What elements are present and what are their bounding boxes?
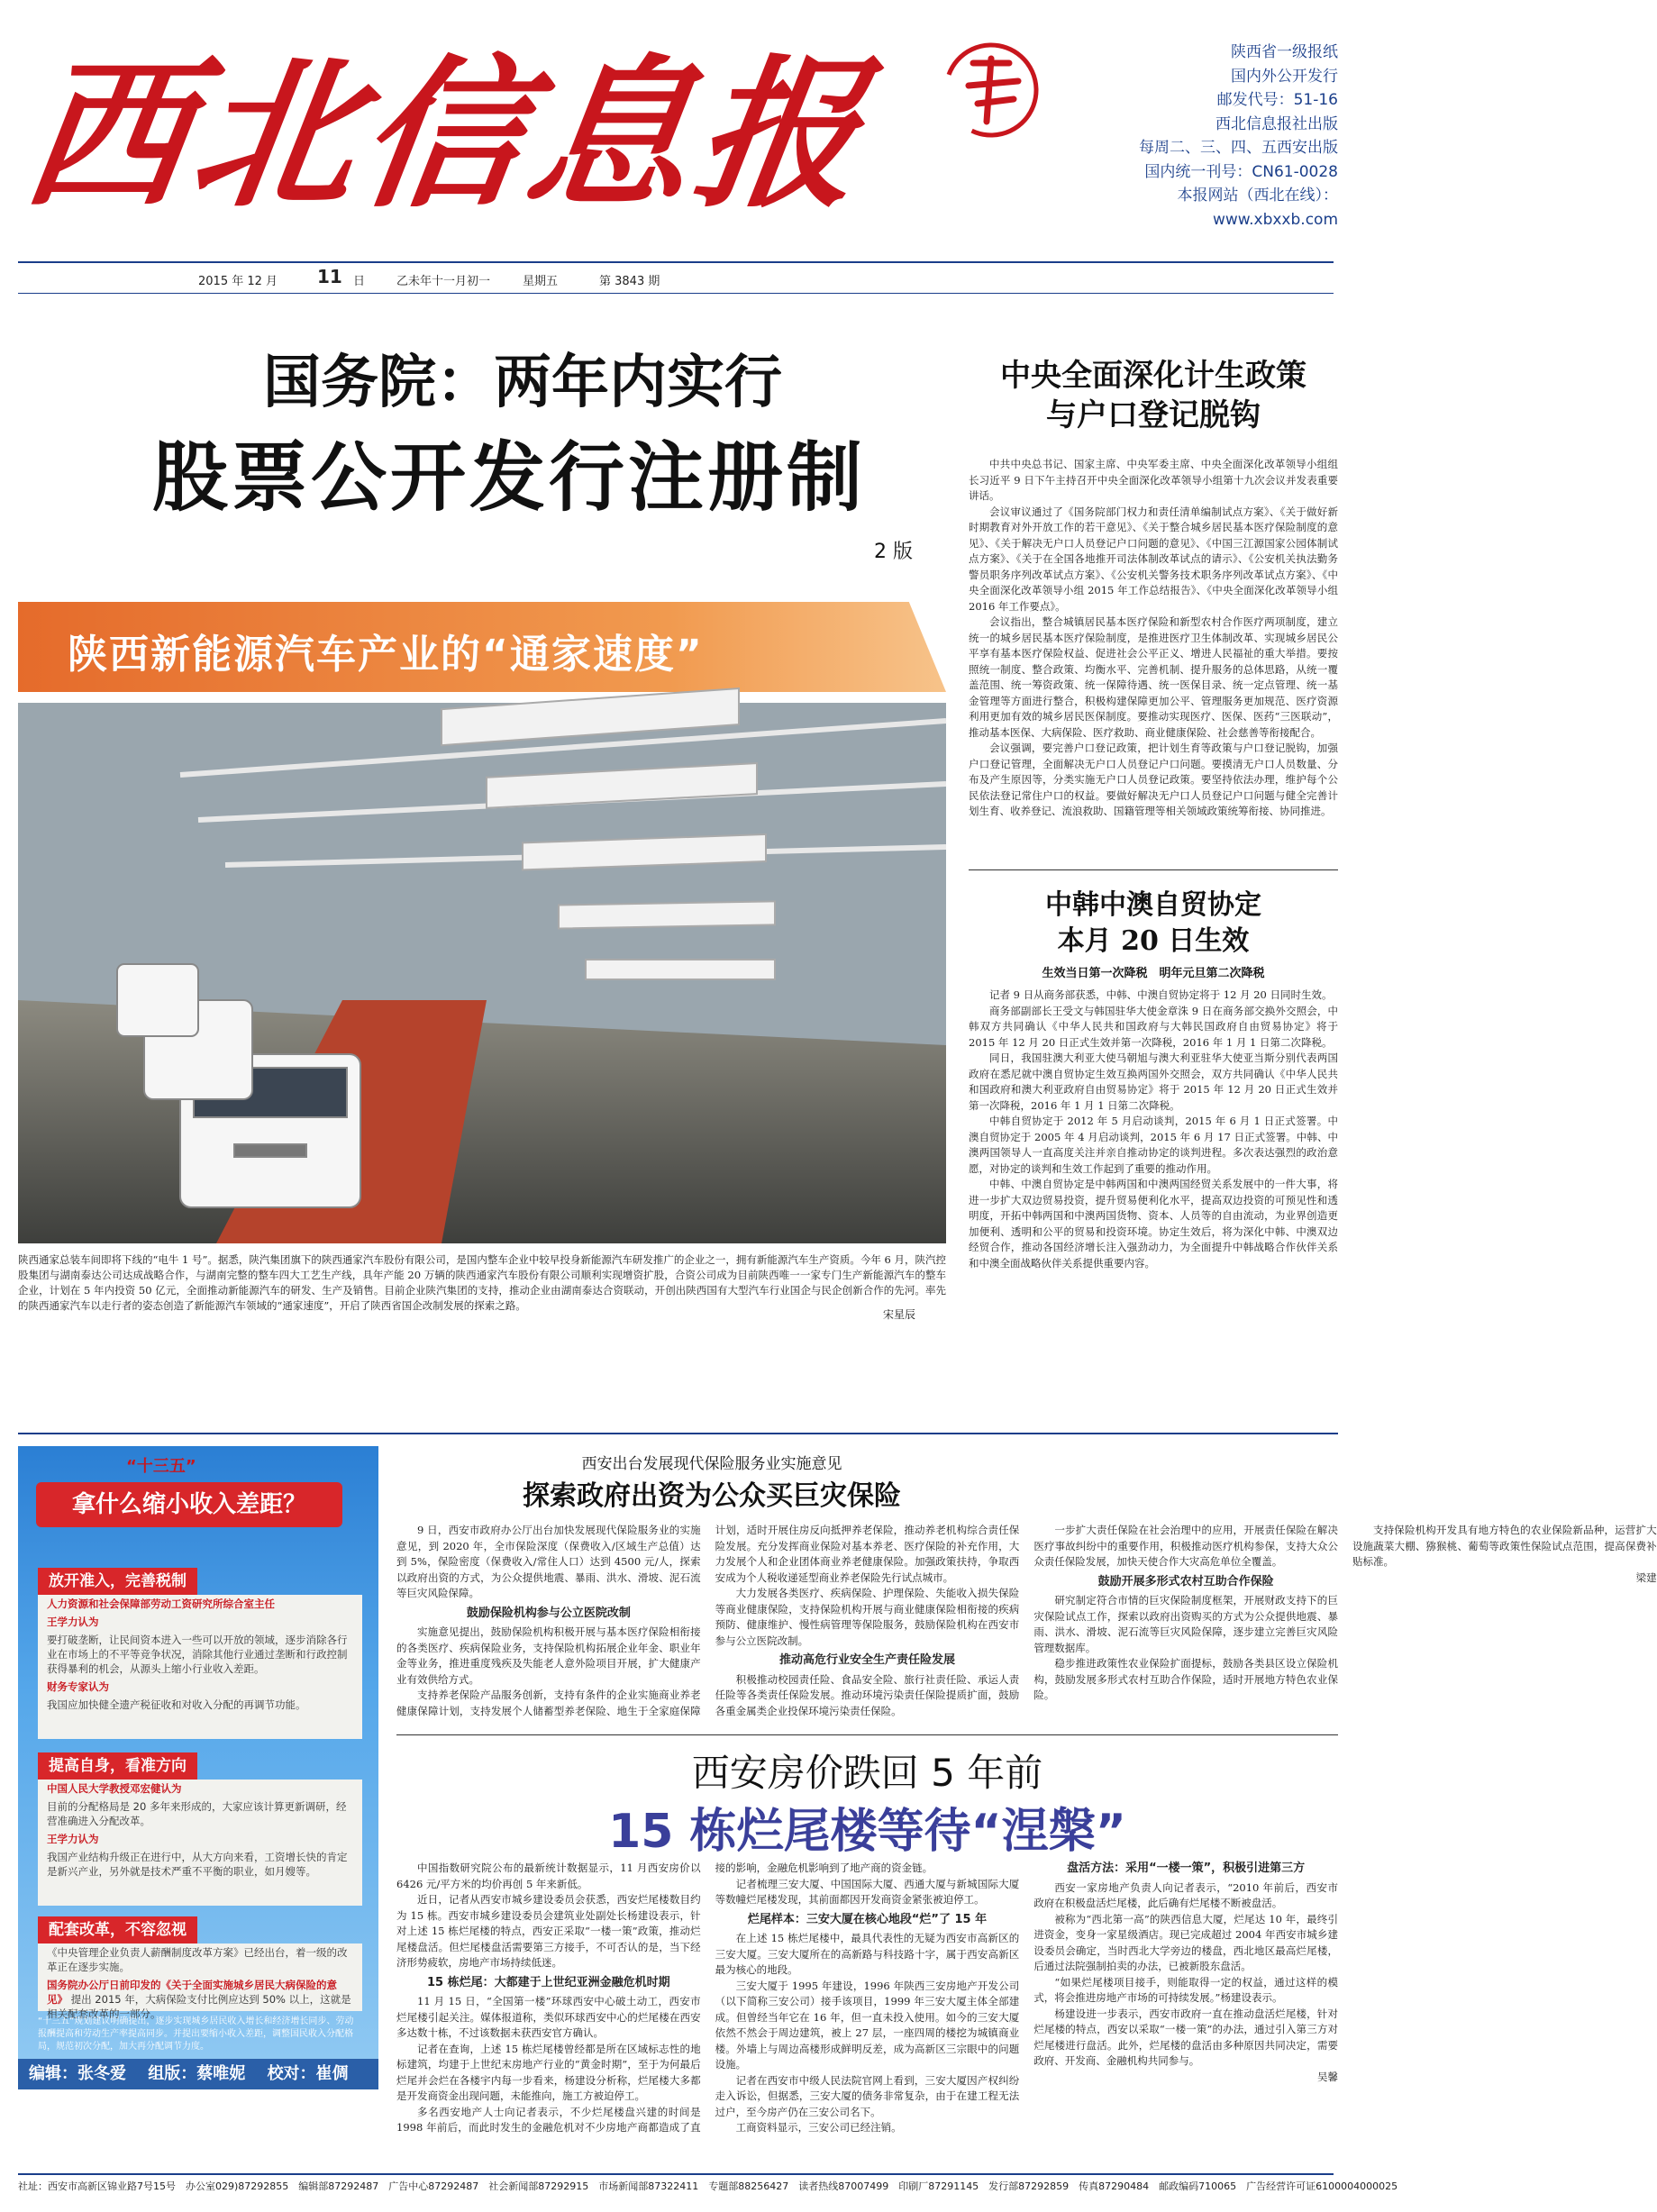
sidebar-item-head: 中国人民大学教授邓宏健认为: [47, 1782, 182, 1795]
masthead: [14, 18, 1018, 261]
insurance-title: 探索政府出资为公众买巨灾保险: [523, 1480, 901, 1512]
sidebar-section-tag: 放开准入，完善税制: [38, 1568, 197, 1595]
lead-headline-line2: 股票公开发行注册制: [151, 433, 866, 522]
sidebar-note: “十三五”规划建议明确提出，逐步实现城乡居民收入增长和经济增长同步、劳动报酬提高和劳动生产率提高同步。并提出要缩小收入差距，调整国民收入分配格局，规范初次分配，加大再分配调节力度。: [38, 2016, 354, 2052]
story-fta: [969, 888, 1338, 1271]
insurance-body: [396, 1523, 1657, 1725]
pub-info-line: 邮发代号：51-16: [1216, 91, 1338, 109]
story-paragraph: 三安大厦于 1995 年建设，1996 年陕西三安房地产开发公司（以下简称三安公司）接手该项目，1999 年三安大厦主体全部建成。但曾经当年它在 16 年，但一直未投入使用。如今的三安大厦依然不然会于周边建筑，被上 27 层，一座四周的楼挖为城镇商业楼。外墙上与周边高楼形成鲜明反差，成为高新区三宗眼中的问题设施。: [715, 1979, 1020, 2071]
story-paragraph: 会议指出，整合城镇居民基本医疗保险和新型农村合作医疗两项制度，建立统一的城乡居民基本医疗保险制度，是推进医疗卫生体制改革、实现城乡居民公平享有基本医疗保险权益、促进社会公平正义、增进人民福祉的重大举措。要按照统一制度、整合政策、均衡水平、完善机制、提升服务的总体思路，从统一覆盖范围、统一筹资政策、统一保障待遇、统一医保目录、统一定点管理、统一基金管理等方面进行整合，积极构建保障更加公平、管理服务更加规范、医疗资源利用更加有效的城乡居民医保制度。要推动实现医疗、医保、医药“三医联动”，推动基本医保、大病保险、医疗救助、商业健康保险、社会慈善等衔接配合。: [969, 615, 1338, 739]
story-paragraph: 一步扩大责任保险在社会治理中的应用，开展责任保险在解决医疗事故纠纷中的重要作用，积极推动医疗机构参保，支持大众公众责任保险发展，加快天使合作大灾高危单位全覆盖。: [1033, 1524, 1338, 1568]
credit-design: 组版：蔡唯妮: [148, 2064, 246, 2083]
pub-info-line: 每周二、三、四、五西安出版: [1139, 139, 1338, 157]
story-subhead: 鼓励保险机构参与公立医院改制: [466, 1606, 631, 1620]
divider: [396, 1734, 1338, 1735]
divider: [969, 869, 1338, 870]
sidebar-item-head: 王学力认为: [47, 1833, 99, 1845]
photo-credit: 宋星辰: [883, 1308, 916, 1321]
story-paragraph: 大力发展各类医疗、疾病保险、护理保险、失能收入损失保险等商业健康保险，支持保险机构开展与商业健康保险相衔接的疾病预防、健康维护、慢性病管理等保险服务，鼓励保险机构在西安市参与公立医院改制。: [715, 1587, 1020, 1647]
sidebar-section-tag: 提高自身，看准方向: [38, 1752, 197, 1780]
newspaper-title: 西北信息报: [14, 40, 879, 230]
story-paragraph: “如果烂尾楼项目接手，则能取得一定的权益，通过这样的模式，将会推进房地产市场的可持续发展。”杨建设表示。: [1033, 1975, 1338, 2004]
housing-title-line1: 西安房价跌回 5 年前: [691, 1751, 1043, 1795]
credit-proof: 校对：崔倜: [267, 2064, 349, 2083]
housing-title-line2: 15 栋烂尾楼等待“涅槃”: [608, 1805, 1126, 1859]
sidebar-item-text: 我国产业结构升级正在进行中，从大方向来看，工资增长快的肯定是新兴产业，另外就是技术严重不平衡的职业，如月嫂等。: [47, 1851, 348, 1878]
story-paragraph: 中韩自贸协定于 2012 年 5 月启动谈判，2015 年 6 月 1 日正式签署。中澳自贸协定于 2005 年 4 月启动谈判，2015 年 6 月 17 日正式签署。中韩、中澳两国领导人一直高度关注并亲自推动协定的谈判进程。多次表达强烈的政治意愿，对协定的谈判和生效工作起到了重要的推动作用。: [969, 1115, 1338, 1175]
story-paragraph: 被称为“西北第一高”的陕西信息大厦，烂尾达 10 年，最终引进资金，变身一家星级酒店。现已完成超过 2004 年西安市城乡建设委员会确定，当时西北大学旁边的楼盘，西北地区最高烂尾楼，后通过法院强制拍卖的办法，已被新股东盘活。: [1033, 1912, 1338, 1972]
sidebar-section-tag: 配套改革，不容忽视: [38, 1916, 197, 1943]
sidebar-item-text: 目前的分配格局是 20 多年来形成的，大家应该计算更新调研，经营准确进入分配改革。: [47, 1800, 347, 1827]
sidebar-item-name: 王学力认为: [47, 1616, 99, 1628]
sidebar-item-head: 国务院办公厅日前印发的《关于全面实施城乡居民大病保险的意见》: [47, 1979, 337, 2006]
sidebar-item-text: 《中央管理企业负责人薪酬制度改革方案》已经出台，着一级的改革正在逐步实施。: [47, 1946, 348, 1973]
newspaper-logo-icon: [937, 36, 1045, 144]
lead-headline-line1: 国务院：两年内实行: [263, 350, 782, 416]
story-paragraph: 杨建设进一步表示，西安市政府一直在推动盘活烂尾楼，针对烂尾楼的特点，西安以采取“一楼一策”的办法，通过引入第三方对烂尾楼进行盘活。此外，烂尾楼的盘活由多种原因共同决定，需要政府、开发商、金融机构共同参与。: [1033, 2007, 1338, 2067]
story-byline: 吴馨: [1316, 2070, 1338, 2083]
sidebar-item-text: 提出 2015 年，大病保险支付比例应达到 50% 以上，这就是相关配套改革的一部分。: [47, 1993, 351, 2020]
story-paragraph: 中韩、中澳自贸协定是中韩两国和中澳两国经贸关系发展中的一件大事，将进一步扩大双边贸易投资，提升贸易便利化水平，提高双边投资的可预见性和透明度，开拓中韩两国和中澳两国货物、资本、人员等的自由流动，为业界创造更加便利、透明和公平的贸易和投资环境。协定生效后，将为深化中韩、中澳双边经贸合作，推动各国经济增长注入强劲动力，为全面提升中韩战略合作伙伴关系和中澳全面战略伙伴关系提供重要内容。: [969, 1178, 1338, 1270]
income-gap-sidebar: [18, 1446, 378, 2059]
page-reference: 2 版: [874, 541, 913, 563]
story-paragraph: 11 月 15 日，“全国第一楼”环球西安中心破土动工，西安市烂尾楼引起关注。媒体报道称，类似环球西安中心的烂尾楼在西安多达数十栋，不过该数据未获西安官方确认。: [396, 1995, 701, 2039]
story-paragraph: 近日，记者从西安市城乡建设委员会获悉，西安烂尾楼数目约为 15 栋。西安市城乡建设委员会建筑业处副处长杨建设表示，针对上述 15 栋烂尾楼的特点，西安正采取“一楼一策”政策，推动烂尾楼盘活。但烂尾楼盘活需要第三方接手，不可否认的是，当下经济形势疲软，房地产市场持续低迷。: [396, 1893, 701, 1969]
story-paragraph: 中共中央总书记、国家主席、中央军委主席、中央全面深化改革领导小组组长习近平 9 日下午主持召开中央全面深化改革领导小组第十九次会议并发表重要讲话。: [969, 458, 1338, 502]
story-paragraph: 工商资料显示，三安公司已经注销。: [735, 2121, 902, 2134]
pub-info-line: 陕西省一级报纸: [1231, 43, 1338, 61]
story-paragraph: 同日，我国驻澳大利亚大使马朝旭与澳大利亚驻华大使亚当斯分别代表两国政府在悉尼就中澳自贸协定生效互换两国外交照会，双方共同确认《中华人民共和国政府和澳大利亚政府自由贸易协定》将于 2015 年 12 月 20 日正式生效并第一次降税，2016 年 1 月 1 日第二次降税。: [969, 1051, 1338, 1112]
footer-contact: 社址：西安市高新区锦业路7号15号 办公室029)87292855 编辑部87292487 广告中心87292487 社会新闻部87292915 市场新闻部87322411 专题部88256427 读者热线87007499 印刷厂87291145 发行部87292859 传真87290484 邮政编码710065 广告经营许可证6100004000025: [18, 2173, 1334, 2198]
sidebar-badge: “十三五”: [126, 1457, 196, 1476]
story-subhead: 鼓励开展多形式农村互助合作保险: [1097, 1574, 1274, 1588]
pub-info-line: 西北信息报社出版: [1215, 114, 1338, 133]
sidebar-item-text: 要打破垄断，让民间资本进入一些可以开放的领域，逐步消除各行业在市场上的不平等竞争状况，消除其他行业通过垄断和行政控制获得暴利的机会，从源头上缩小行业收入差距。: [47, 1634, 348, 1675]
story-paragraph: 9 日，西安市政府办公厅出台加快发展现代保险服务业的实施意见，到 2020 年，全市保险深度（保费收入/区域生产总值）达到 5%，保险密度（保费收入/常住人口）达到 4500 元/人，探索以政府出资的方式，为公众提供地震、暴雨、洪水、滑坡、泥石流等巨灾风险保障。: [396, 1524, 701, 1599]
story-subhead: 盘活方法：采用“一楼一策”，积极引进第三方: [1067, 1862, 1306, 1875]
story-paragraph: 西安一家房地产负责人向记者表示，“2010 年前后，西安市政府在积极盘活烂尾楼，此后确有烂尾楼不断被盘活。: [1033, 1880, 1338, 1909]
pub-info-line: 本报网站（西北在线）：www.xbxxb.com: [1177, 187, 1338, 229]
story-paragraph: 在上述 15 栋烂尾楼中，最具代表性的无疑为西安市高新区的三安大厦。三安大厦所在的高新路与科技路十字，属于西安高新区最为核心的地段。: [715, 1932, 1020, 1976]
story-paragraph: 支持保险机构开发具有地方特色的农业保险新品种，运营扩大设施蔬菜大棚、猕猴桃、葡萄等政策性保险试点范围，提高保费补贴标准。: [1352, 1524, 1657, 1568]
section-divider: [18, 1433, 1338, 1434]
story-paragraph: 记者在查询，上述 15 栋烂尾楼曾经都是所在区域标志性的地标建筑，均建于上世纪末房地产行业的“黄金时期”，至于为何最后烂尾并会烂在各楼宇内每一步看来，杨建设分析称，烂尾楼大多都是开发商资金出现问题，未能推向，施工方被迫停工。: [396, 2042, 701, 2102]
date-day-unit: 日: [353, 275, 366, 288]
story-paragraph: 支持养老保险产品服务创新，支持有条件的企业实施商业养老健康保障计划，支持发展个人储蓄型养老保险、地生于全家庭保障计划，适时开展住房反向抵押养老保险，推动养老机构综合责任保险发展。充分发挥商业保险对基本养老、医疗保险的补充作用，大力发展个人和企业团体商业养老健康保险。加强政策扶持，争取西安成为个人税收递延型商业养老保险先行试点城市。: [396, 1524, 1020, 1717]
credit-editor: 编辑：张冬爱: [29, 2064, 126, 2083]
story-paragraph: 多名西安地产人士向记者表示，不少烂尾楼盘兴建的时间是 1998 年前后，而此时发生的金融危机对不少房地产商都造成了直接的影响，金融危机影响到了地产商的资金链。: [396, 1862, 933, 2134]
story-family-planning: [969, 356, 1338, 820]
dateline: [18, 261, 1334, 294]
pub-info-line: 国内外公开发行: [1231, 67, 1338, 86]
story-subhead: 推动高危行业安全生产责任险发展: [778, 1653, 955, 1667]
story-paragraph: 商务部副部长王受文与韩国驻华大使金章洙 9 日在商务部交换外交照会，中韩双方共同确认《中华人民共和国政府与大韩民国政府自由贸易协定》将于 2015 年 12 月 20 日正式生效并第一次降税，2016 年 1 月 1 日第二次降税。: [969, 1004, 1338, 1049]
story-title-line2: 与户口登记脱钩: [1046, 397, 1261, 433]
date-lunar: 乙未年十一月初一: [396, 275, 491, 288]
issue-number: 第 3843 期: [599, 275, 660, 288]
story-subhead: 15 栋烂尾：大都建于上世纪亚洲金融危机时期: [427, 1975, 670, 1989]
sidebar-section-box: [38, 1943, 362, 2020]
credits-bar: [18, 2059, 378, 2089]
date-year-month: 2015 年 12 月: [198, 275, 278, 288]
date-day: 11: [317, 266, 342, 287]
story-paragraph: 积极推动校园责任险、食品安全险、旅行社责任险、承运人责任险等各类责任保险发展。推动环境污染责任保险提质扩面，鼓励各重金属类企业投保环境污染责任保险。: [715, 1672, 1020, 1717]
story-paragraph: 实施意见提出，鼓励保险机构积极开展与基本医疗保险相衔接的各类医疗、疾病保险业务，支持保险机构拓展企业年金、职业年金等业务，推进重度残疾及失能老人意外险项目开展，扩大健康产业有效供给方式。: [396, 1625, 701, 1686]
story-subhead: 烂尾样本：三安大厦在核心地段“烂”了 15 年: [747, 1912, 988, 1926]
story-paragraph: 中国指数研究院公布的最新统计数据显示，11 月西安房价以 6426 元/平方米的均价再创 5 年来新低。: [396, 1862, 701, 1890]
story-title-line1: 中央全面深化计生政策: [1000, 358, 1306, 394]
sidebar-title: 拿什么缩小收入差距？: [36, 1482, 342, 1527]
sidebar-item-text: 我国应加快健全遗产税征收和对收入分配的再调节功能。: [47, 1698, 306, 1711]
factory-photo: [18, 703, 946, 1243]
story-title-line2: 本月 20 日生效: [1057, 925, 1250, 957]
story-paragraph: 记者 9 日从商务部获悉，中韩、中澳自贸协定将于 12 月 20 日同时生效。: [989, 988, 1333, 1001]
feature-banner-title: 陕西新能源汽车产业的“通家速度”: [68, 632, 704, 678]
story-subtitle: 生效当日第一次降税 明年元旦第二次降税: [1042, 967, 1265, 980]
publication-info: [1077, 41, 1338, 232]
pub-info-line: 国内统一刊号：CN61-0028: [1144, 162, 1338, 181]
sidebar-section-box: [38, 1595, 362, 1739]
photo-caption: 陕西通家总装车间即将下线的“电牛 1 号”。据悉，陕汽集团旗下的陕西通家汽车股份有限公司，是国内整车企业中较早投身新能源汽车研发推广的企业之一，拥有新能源汽车生产资质。今年 6 月，陕汽控股集团与湖南泰达公司达成战略合作，与湖南完整的整车四大工艺生产线，具年产能 20 万辆的陕西通家汽车股份有限公司顺利实现增资扩股，合资公司成为目前陕西唯一一家专门生产新能源汽车的整车企业，计划在 5 年内投资 50 亿元，全面推动新能源汽车的研发、生产及销售。目前企业陕汽集团的支持，推动企业由湖南泰达合资联动，开创出陕西国有大型汽车行业国企与民企创新合作的先河。率先的陕西通家汽车以走行者的姿态创造了新能源汽车领域的“通家速度”，开启了陕西省国企改制发展的探索之路。: [18, 1253, 947, 1312]
story-paragraph: 记者在西安市中级人民法院官网上看到，三安大厦因产权纠纷走入诉讼，但据悉，三安大厦的债务非常复杂，由于在建工程无法过户，至今房产仍在三安公司名下。: [715, 2073, 1020, 2118]
story-paragraph: 会议强调，要完善户口登记政策，把计划生育等政策与户口登记脱钩，加强户口登记管理，全面解决无户口人员登记户口问题。要摸清无户口人员数量、分布及产生原因等，分类实施无户口人员登记政策。要坚持依法办理，维护每个公民依法登记常住户口的权益。要做好解决无户口人员登记户口问题与健全完善计划生育、收养登记、流浪救助、国籍管理等相关领域政策统筹衔接、协同推进。: [969, 742, 1338, 817]
sidebar-item-head: 人力资源和社会保障部劳动工资研究所综合室主任: [47, 1598, 275, 1610]
sidebar-item-name: 财务专家认为: [47, 1680, 109, 1693]
story-title-line1: 中韩中澳自贸协定: [1045, 889, 1261, 921]
story-paragraph: 稳步推进政策性农业保险扩面提标，鼓励各类县区设立保险机构，鼓励发展多形式农村互助合作保险，适时开展地方特色农业保险。: [1033, 1657, 1338, 1701]
story-paragraph: 会议审议通过了《国务院部门权力和责任清单编制试点方案》、《关于做好新时期教育对外开放工作的若干意见》、《关于整合城乡居民基本医疗保险制度的意见》、《关于解决无户口人员登记户口问题的意见》、《中国三江源国家公园体制试点方案》、《关于在全国各地推开司法体制改革试点的请示》、《公安机关执法勤务警员职务序列改革试点方案》、《公安机关警务技术职务序列改革试点方案》、《中央全面深化改革领导小组 2015 年工作总结报告》、《中央全面深化改革领导小组 2016 年工作要点》。: [969, 505, 1338, 613]
story-byline: 梁建: [1635, 1570, 1657, 1584]
story-paragraph: 记者梳理三安大厦、中国国际大厦、西通大厦与新城国际大厦等数幢烂尾楼发现，其前面都因开发商资金紧张被迫停工。: [715, 1877, 1020, 1906]
date-weekday: 星期五: [523, 275, 559, 288]
sidebar-section-box: [38, 1780, 362, 1906]
story-paragraph: 研究制定符合市情的巨灾保险制度框架，开展财政支持下的巨灾保险试点工作，探索以政府出资购买的方式为公众提供地震、暴雨、洪水、滑坡、泥石流等巨灾风险保障，逐步建立完善巨灾风险管理数据库。: [1033, 1594, 1338, 1654]
insurance-kicker: 西安出台发展现代保险服务业实施意见: [581, 1455, 842, 1473]
housing-body: [396, 1861, 1338, 2162]
